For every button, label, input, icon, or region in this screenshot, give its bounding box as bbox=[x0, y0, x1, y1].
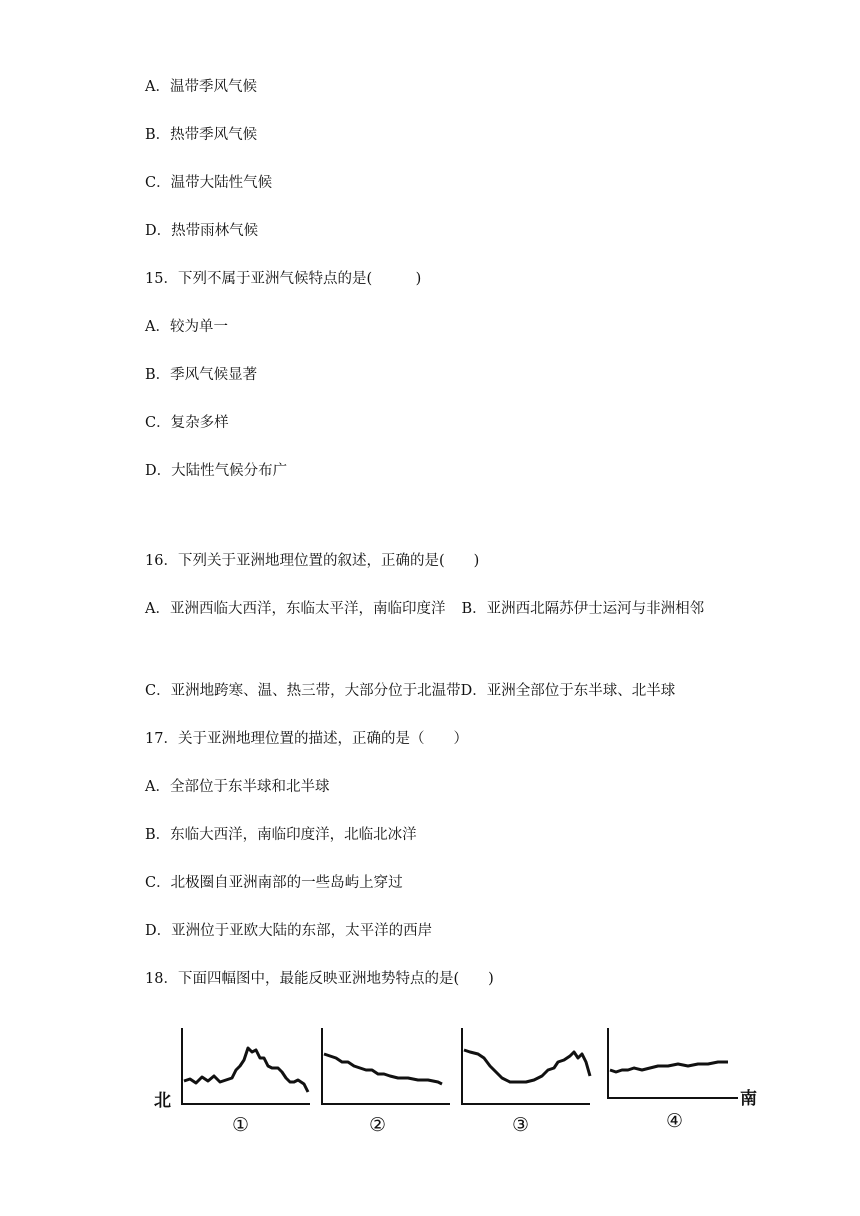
q14-option-a: A．温带季风气候 bbox=[145, 79, 257, 95]
q18-stem: 18．下面四幅图中，最能反映亚洲地势特点的是( ) bbox=[145, 971, 494, 987]
q14-option-d: D．热带雨林气候 bbox=[145, 223, 259, 239]
q15-option-b: B．季风气候显著 bbox=[145, 367, 258, 383]
north-label: 北 bbox=[154, 1091, 171, 1111]
terrain-profile-1 bbox=[178, 1026, 314, 1108]
q15-option-a: A．较为单一 bbox=[145, 319, 228, 335]
q17-option-c: C．北极圈自亚洲南部的一些岛屿上穿过 bbox=[145, 875, 403, 891]
q16-option-cd bbox=[145, 681, 675, 701]
q17-option-a: A．全部位于东半球和北半球 bbox=[145, 779, 330, 795]
q17-stem: 17．关于亚洲地理位置的描述，正确的是（ ） bbox=[145, 731, 468, 747]
panel-2-label: ② bbox=[369, 1114, 387, 1136]
q15-option-c: C．复杂多样 bbox=[145, 415, 229, 431]
panel-1-label: ① bbox=[232, 1114, 250, 1136]
panel-3-label: ③ bbox=[512, 1114, 530, 1136]
terrain-profile-2 bbox=[318, 1026, 454, 1108]
q16-option-ab bbox=[145, 585, 725, 633]
q16-option-c: C．亚洲地跨寒、温、热三带，大部分位于北温带 bbox=[145, 683, 461, 699]
panel-4-label: ④ bbox=[666, 1110, 684, 1132]
terrain-profile-figure bbox=[150, 1020, 770, 1150]
q17-option-d: D．亚洲位于亚欧大陆的东部，太平洋的西岸 bbox=[145, 923, 433, 939]
terrain-profile-4 bbox=[598, 1026, 738, 1108]
q16-stem: 16．下列关于亚洲地理位置的叙述，正确的是( ) bbox=[145, 553, 480, 569]
south-label: 南 bbox=[740, 1089, 757, 1109]
q14-option-c: C．温带大陆性气候 bbox=[145, 175, 273, 191]
q16-option-a: A．亚洲西临大西洋，东临太平洋，南临印度洋 bbox=[145, 601, 446, 617]
terrain-profile-3 bbox=[458, 1026, 594, 1108]
q16-option-b: B．亚洲西北隔苏伊士运河与非洲相邻 bbox=[461, 601, 705, 617]
q15-stem: 15．下列不属于亚洲气候特点的是( ) bbox=[145, 271, 422, 287]
q17-option-b: B．东临大西洋，南临印度洋，北临北冰洋 bbox=[145, 827, 417, 843]
q14-option-b: B．热带季风气候 bbox=[145, 127, 258, 143]
q16-option-d: D．亚洲全部位于东半球、北半球 bbox=[460, 683, 676, 699]
q15-option-d: D．大陆性气候分布广 bbox=[145, 463, 288, 479]
